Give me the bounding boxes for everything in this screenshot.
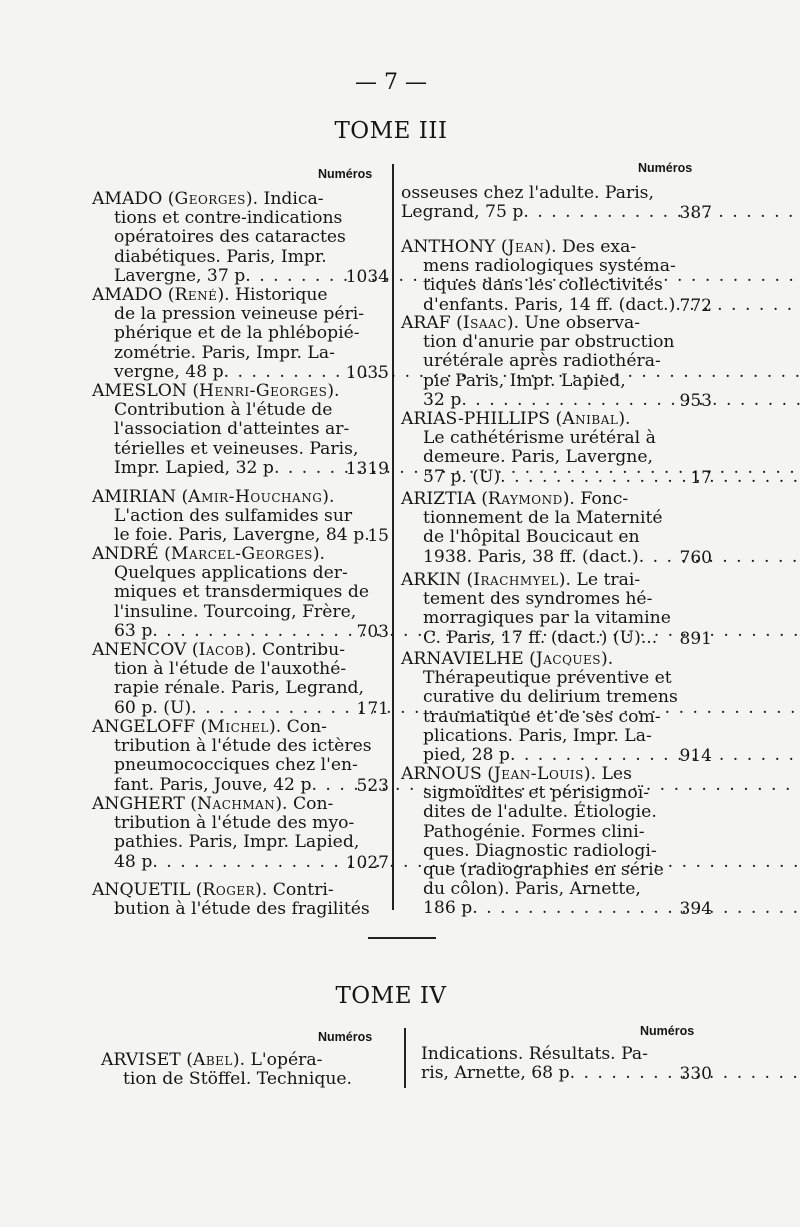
- entry-line: urétérale après radiothéra-: [423, 351, 661, 372]
- entry-line: de la pression veineuse péri-: [114, 304, 365, 325]
- entry-number: 171: [356, 698, 389, 719]
- entry-number: 1027: [345, 852, 389, 873]
- entry-number: 330: [679, 1064, 712, 1085]
- index-entry: [401, 237, 676, 315]
- entry-number: 15: [367, 526, 389, 547]
- entry-line: pathies. Paris, Impr. Lapied,: [114, 832, 360, 853]
- entry-line: le foie. Paris, Lavergne, 84 p.: [114, 525, 370, 546]
- index-entry: [92, 381, 359, 478]
- index-entry: [401, 764, 664, 919]
- index-entry: [92, 794, 360, 872]
- entry-number: 1034: [345, 266, 389, 287]
- entry-line: fant. Paris, Jouve, 42 p . . .: [92, 776, 342, 795]
- entry-line: du côlon). Paris, Arnette,: [423, 879, 641, 900]
- index-entry: [92, 640, 364, 718]
- tome-3-title: TOME III: [334, 118, 448, 144]
- entry-line: AMIRIAN (Amir-Houchang).: [92, 487, 335, 507]
- entry-line: tion de Stöffel. Technique.: [123, 1069, 353, 1090]
- index-entry: [401, 490, 661, 567]
- entry-line: ques. Diagnostic radiologi-: [423, 840, 657, 861]
- index-entry: [92, 487, 370, 546]
- entry-line: 32 p . . .: [401, 391, 661, 410]
- column-header-right: Numéros: [640, 1024, 695, 1038]
- entry-line: zométrie. Paris, Impr. La-: [114, 342, 335, 363]
- entry-line: curative du delirium tremens: [423, 687, 678, 708]
- entry-line: tionnement de la Maternité: [423, 508, 663, 529]
- entry-line: 1938. Paris, 38 ff. (dact.) . . .: [401, 548, 661, 567]
- column-header-left: Numéros: [318, 1030, 373, 1044]
- entry-line: ANENCOV (Iacob). Contribu-: [92, 640, 346, 660]
- index-entry: [92, 189, 346, 286]
- entry-line: Quelques applications der-: [114, 563, 348, 584]
- entry-line: sigmoïdites et périsigmoï-: [423, 783, 650, 804]
- entry-line: pneumococciques chez l'en-: [114, 755, 358, 776]
- entry-line: pied, 28 p . . .: [401, 746, 661, 765]
- entry-line: ARNOUS (Jean-Louis). Les: [401, 764, 632, 784]
- entry-line: Contribution à l'étude de: [114, 400, 333, 421]
- entry-line: térielles et veineuses. Paris,: [114, 438, 359, 459]
- entry-line: ARAF (Isaac). Une observa-: [401, 313, 641, 333]
- column-header-right: Numéros: [638, 161, 693, 175]
- entry-line: bution à l'étude des fragilités: [114, 899, 370, 920]
- entry-line: ARNAVIELHE (Jacques).: [401, 649, 614, 669]
- entry-line: que (radiographies en série: [423, 860, 664, 881]
- entry-number: 703: [356, 621, 389, 642]
- entry-line: C. Paris, 17 ff. (dact.) (U)...: [423, 627, 658, 648]
- index-entry: [92, 880, 370, 920]
- entry-line: ARVISET (Abel). L'opéra-: [101, 1050, 323, 1070]
- entry-line: tribution à l'étude des myo-: [114, 813, 355, 834]
- entry-line: l'insuline. Tourcoing, Frère,: [114, 601, 357, 622]
- section-divider: [368, 937, 436, 939]
- entry-line: 60 p. (U) . . .: [92, 699, 342, 718]
- entry-line: mens radiologiques systéma-: [423, 256, 676, 277]
- entry-line: ANQUETIL (Roger). Contri-: [92, 880, 334, 900]
- column-divider: [404, 1028, 406, 1088]
- entry-line: Le cathétérisme urétéral à: [423, 428, 656, 449]
- entry-line: miques et transdermiques de: [114, 582, 370, 603]
- entry-line: morragiques par la vitamine: [423, 608, 671, 629]
- entry-line: ANGHERT (Nachman). Con-: [92, 794, 334, 814]
- entry-line: AMESLON (Henri-Georges).: [92, 381, 340, 401]
- entry-line: vergne, 48 p . . .: [92, 363, 342, 382]
- entry-line: ANTHONY (Jean). Des exa-: [401, 237, 637, 257]
- entry-line: ARKIN (Irachmyel). Le trai-: [401, 570, 641, 590]
- entry-line: Indications. Résultats. Pa-: [421, 1044, 648, 1064]
- column-header-left: Numéros: [318, 167, 373, 181]
- entry-line: l'association d'atteintes ar-: [114, 419, 350, 440]
- entry-line: 63 p . . .: [92, 622, 342, 641]
- entry-number: 1035: [345, 362, 389, 383]
- entry-line: tion à l'étude de l'auxothé-: [114, 659, 347, 680]
- entry-number: 953: [679, 390, 712, 411]
- index-entry: [92, 285, 365, 382]
- entry-line: Pathogénie. Formes clini-: [423, 821, 645, 842]
- entry-line: 57 p. (U) . . .: [401, 468, 661, 487]
- entry-line: traumatique et de ses com-: [423, 706, 661, 727]
- entry-line: 48 p . . .: [92, 853, 342, 872]
- index-entry: [401, 570, 671, 648]
- entry-line: Thérapeutique préventive et: [423, 668, 672, 689]
- entry-line: ris, Arnette, 68 p . . .: [421, 1064, 661, 1083]
- page-number: — 7 —: [355, 70, 427, 95]
- entry-number: 1319: [345, 458, 389, 479]
- entry-line: ANGELOFF (Michel). Con-: [92, 717, 327, 737]
- index-entry: [401, 184, 661, 222]
- entry-line: opératoires des cataractes: [114, 227, 346, 248]
- entry-number: 523: [356, 775, 389, 796]
- entry-line: tiques dans les collectivités: [423, 275, 663, 296]
- entry-line: L'action des sulfamides sur: [114, 506, 353, 527]
- entry-number: 772: [679, 295, 712, 316]
- entry-line: ARIZTIA (Raymond). Fonc-: [401, 489, 629, 509]
- index-entry: [401, 649, 678, 766]
- entry-line: demeure. Paris, Lavergne,: [423, 447, 653, 468]
- entry-line: 186 p . . .: [401, 899, 661, 918]
- entry-line: de l'hôpital Boucicaut en: [423, 527, 640, 548]
- entry-line: osseuses chez l'adulte. Paris,: [401, 183, 654, 203]
- entry-number: 17: [690, 467, 712, 488]
- entry-line: Legrand, 75 p . . .: [401, 203, 661, 222]
- index-entry: [401, 313, 675, 410]
- entry-line: pie Paris, Impr. Lapied,: [423, 370, 626, 391]
- entry-line: Lavergne, 37 p . . .: [92, 267, 342, 286]
- entry-line: tement des syndromes hé-: [423, 589, 653, 610]
- entry-number: 914: [679, 746, 712, 766]
- entry-line: tions et contre-indications: [114, 208, 343, 229]
- entry-line: diabétiques. Paris, Impr.: [114, 246, 327, 267]
- entry-line: Impr. Lapied, 32 p . . .: [92, 459, 342, 478]
- index-entry: [92, 544, 370, 641]
- entry-number: 760: [679, 547, 712, 568]
- entry-line: ANDRÉ (Marcel-Georges).: [92, 544, 326, 564]
- index-entry: [421, 1045, 661, 1083]
- entry-number: 387: [679, 203, 712, 224]
- entry-line: phérique et de la phlébopié-: [114, 323, 360, 344]
- entry-line: plications. Paris, Impr. La-: [423, 725, 652, 746]
- entry-line: rapie rénale. Paris, Legrand,: [114, 678, 364, 699]
- index-entry: [101, 1051, 356, 1089]
- entry-line: ARIAS-PHILLIPS (Anibal).: [401, 409, 631, 429]
- entry-line: tion d'anurie par obstruction: [423, 332, 675, 353]
- entry-line: tribution à l'étude des ictères: [114, 736, 372, 757]
- entry-line: dites de l'adulte. Étiologie.: [423, 802, 657, 823]
- index-entry: [401, 410, 661, 487]
- entry-number: 394: [679, 899, 712, 920]
- entry-number: 891: [679, 628, 712, 649]
- entry-line: AMADO (René). Historique: [92, 285, 328, 305]
- entry-line: d'enfants. Paris, 14 ff. (dact.) . . .: [401, 296, 661, 315]
- entry-line: AMADO (Georges). Indica-: [92, 189, 324, 209]
- tome-4-title: TOME IV: [335, 983, 447, 1009]
- index-entry: [92, 717, 372, 795]
